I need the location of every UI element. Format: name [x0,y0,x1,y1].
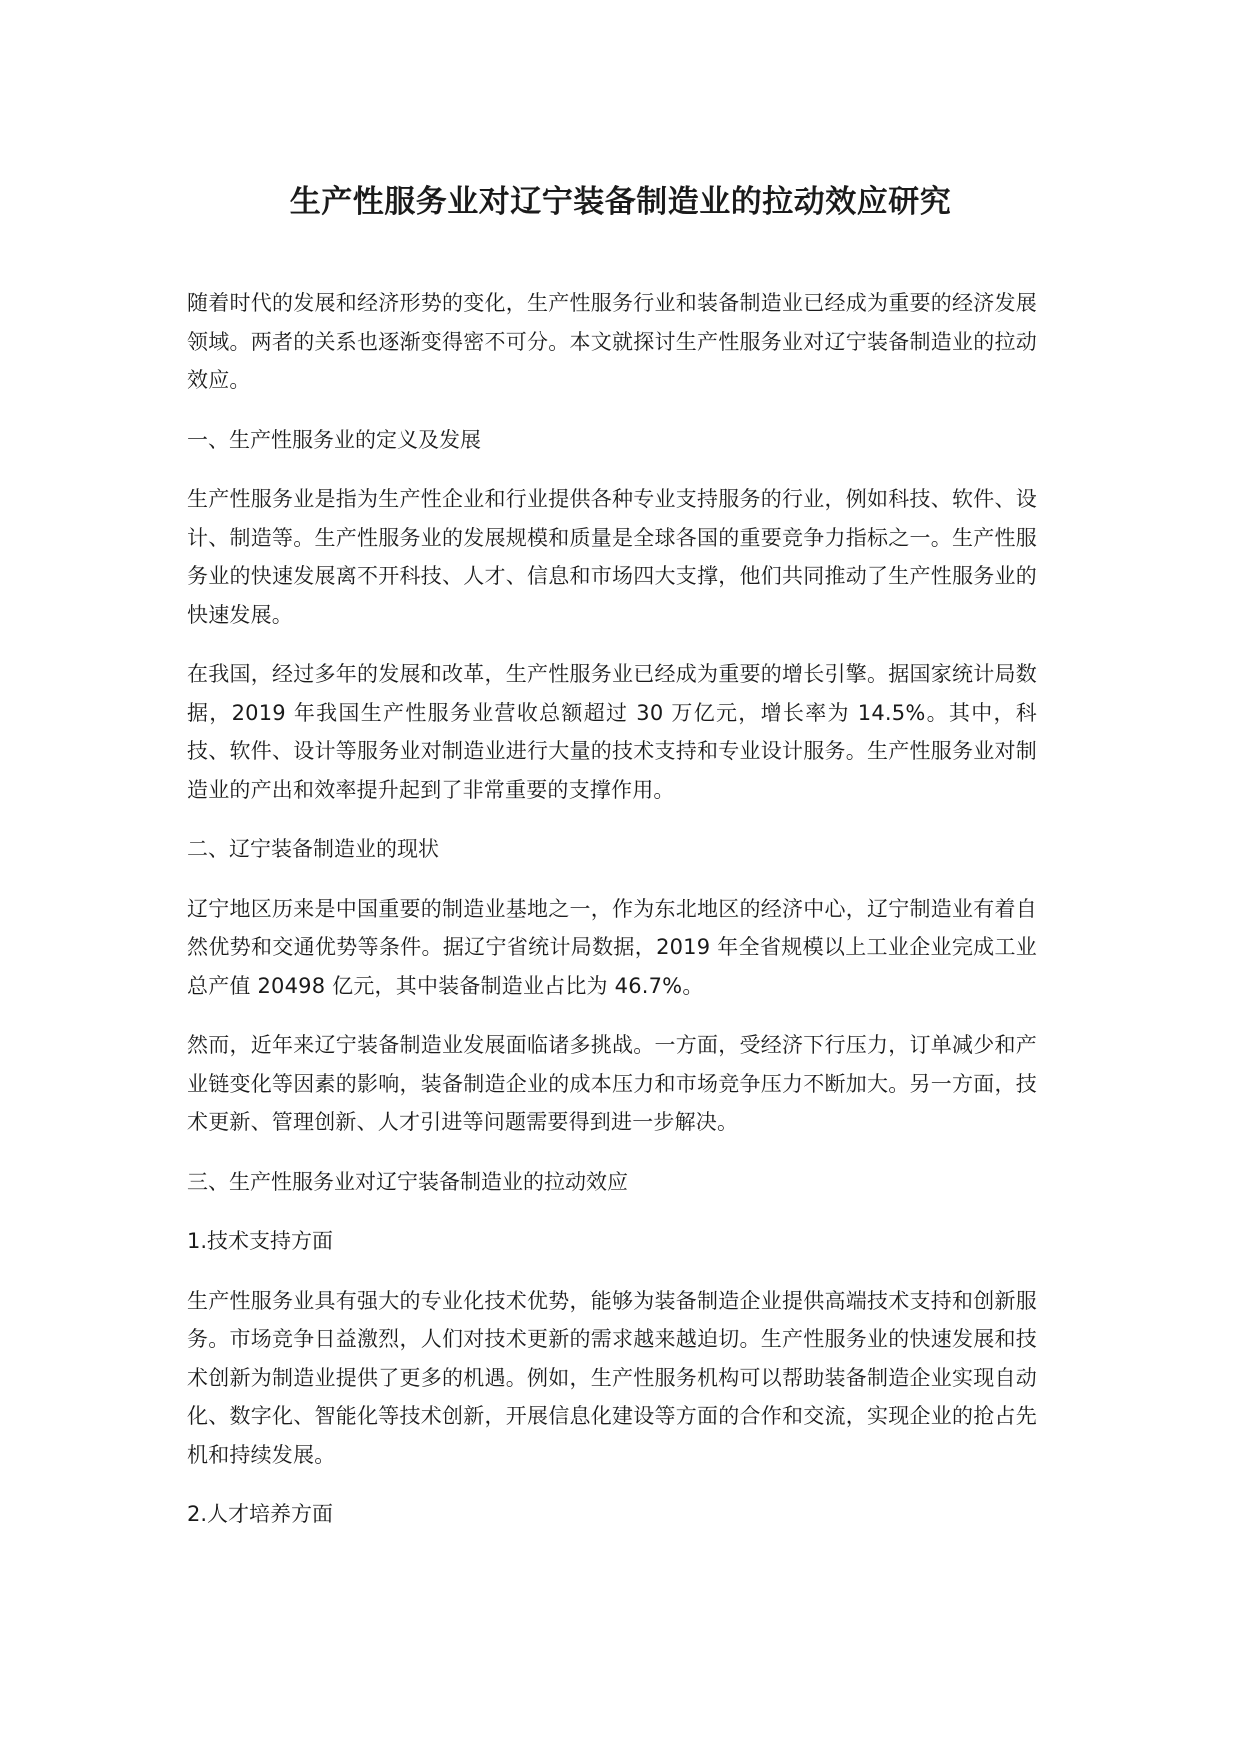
intro-paragraph: 随着时代的发展和经济形势的变化，生产性服务行业和装备制造业已经成为重要的经济发展领域。两者的关系也逐渐变得密不可分。本文就探讨生产性服务业对辽宁装备制造业的拉动效应。 [187,291,1037,392]
body-paragraph: 然而，近年来辽宁装备制造业发展面临诸多挑战。一方面，受经济下行压力，订单减少和产业链变化等因素的影响，装备制造企业的成本压力和市场竞争压力不断加大。另一方面，技术更新、管理创新、人才引进等问题需要得到进一步解决。 [187,1033,1037,1134]
body-paragraph: 生产性服务业是指为生产性企业和行业提供各种专业支持服务的行业，例如科技、软件、设计、制造等。生产性服务业的发展规模和质量是全球各国的重要竞争力指标之一。生产性服务业的快速发展离不开科技、人才、信息和市场四大支撑，他们共同推动了生产性服务业的快速发展。 [187,487,1037,627]
body-paragraph: 辽宁地区历来是中国重要的制造业基地之一，作为东北地区的经济中心，辽宁制造业有着自然优势和交通优势等条件。据辽宁省统计局数据，2019 年全省规模以上工业企业完成工业总产值 20498 亿元，其中装备制造业占比为 46.7%。 [187,896,1037,998]
body-paragraph: 在我国，经过多年的发展和改革，生产性服务业已经成为重要的增长引擎。据国家统计局数据，2019 年我国生产性服务业营收总额超过 30 万亿元，增长率为 14.5%。其中，科技、软件、设计等服务业对制造业进行大量的技术支持和专业设计服务。生产性服务业对制造业的产出和效率提升起到了非常重要的支撑作用。 [187,662,1037,802]
section-heading-3: 三、生产性服务业对辽宁装备制造业的拉动效应 [187,1169,628,1194]
section-heading-1: 一、生产性服务业的定义及发展 [187,427,481,452]
document-title: 生产性服务业对辽宁装备制造业的拉动效应研究 [289,184,952,220]
subsection-heading-1: 1.技术支持方面 [187,1229,334,1253]
subsection-heading-2: 2.人才培养方面 [187,1502,334,1526]
document-body [187,284,1037,1555]
body-paragraph: 生产性服务业具有强大的专业化技术优势，能够为装备制造企业提供高端技术支持和创新服务。市场竞争日益激烈，人们对技术更新的需求越来越迫切。生产性服务业的快速发展和技术创新为制造业提供了更多的机遇。例如，生产性服务机构可以帮助装备制造企业实现自动化、数字化、智能化等技术创新，开展信息化建设等方面的合作和交流，实现企业的抢占先机和持续发展。 [187,1288,1037,1467]
section-heading-2: 二、辽宁装备制造业的现状 [187,837,439,861]
